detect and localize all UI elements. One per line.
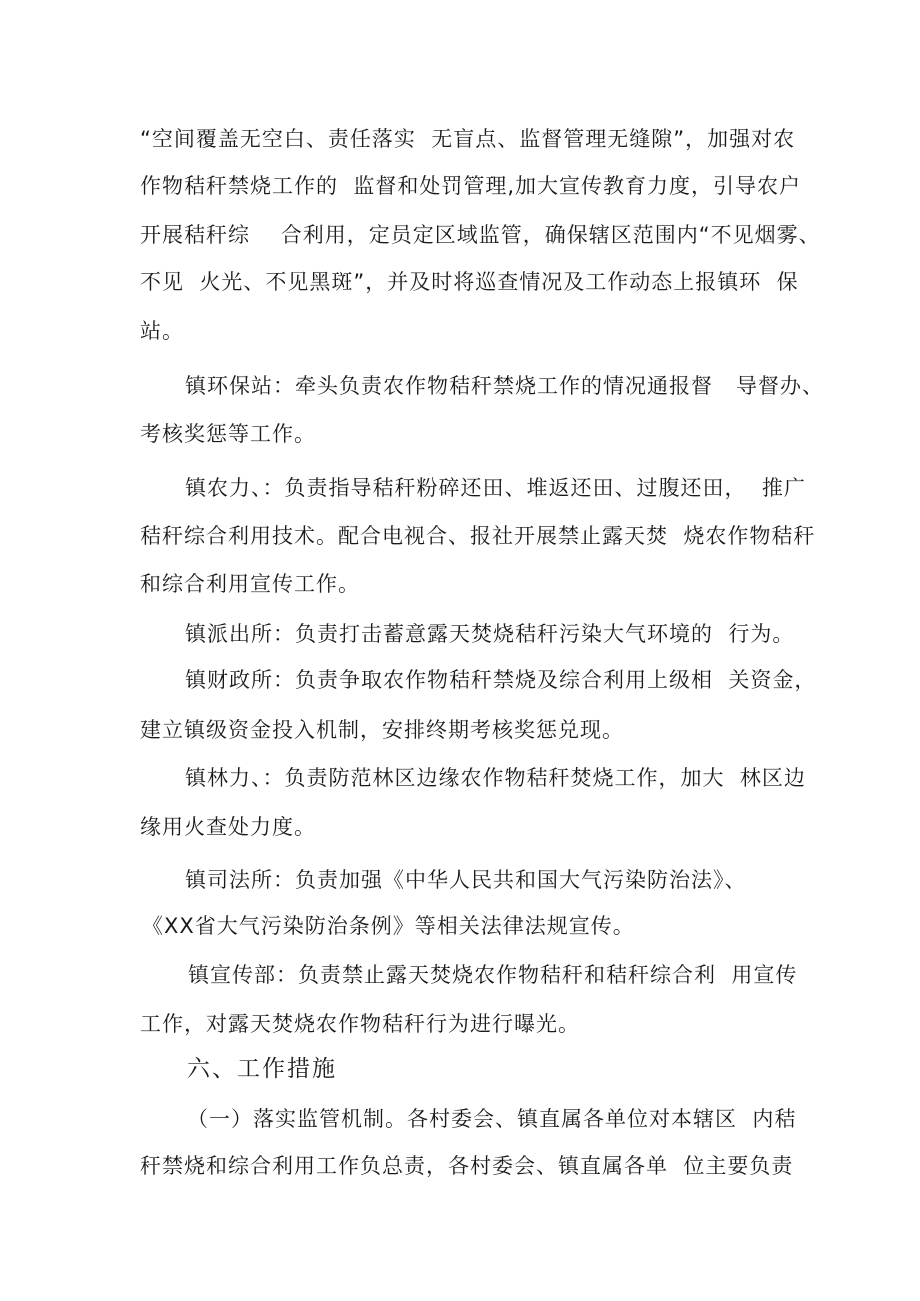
text-line: 镇派出所：负责打击蓄意露天焚烧秸秆污染大气环境的 行为。: [185, 622, 795, 646]
text-line: “空间覆盖无空白、责任落实 无盲点、监督管理无缝隙”，加强对农: [140, 127, 796, 151]
text-line: 《XX省大气污染防治条例》等相关法律法规宣传。: [142, 914, 635, 938]
text-line: 作物秸秆禁烧工作的 监督和处罚管理,加大宣传教育力度，引导农户: [140, 174, 802, 198]
text-line: 考核奖惩等工作。: [140, 422, 316, 446]
text-line: 建立镇级资金投入机制，安排终期考核奖惩兑现。: [140, 718, 624, 742]
text-line: 不见 火光、不见黑斑”，并及时将巡查情况及工作动态上报镇环 保: [140, 270, 799, 294]
text-line: 镇财政所：负责争取农作物秸秆禁烧及综合利用上级相 关资金，: [185, 668, 817, 692]
text-line: 开展秸秆综 合利用，定员定区域监管，确保辖区范围内“不见烟雾、: [140, 223, 821, 247]
text-line: 镇林力、：负责防范林区边缘农作物秸秆焚烧工作，加大 林区边: [185, 766, 806, 790]
text-line: 缘用火查处力度。: [140, 815, 316, 839]
text-line: 镇农力、：负责指导秸秆粉碎还田、堆返还田、过腹还田， 推广: [185, 476, 806, 500]
text-line: 工作，对露天焚烧农作物秸秆行为进行曝光。: [140, 1012, 580, 1036]
text-line: 镇司法所：负责加强《中华人民共和国大气污染防治法》、: [185, 868, 747, 892]
text-line: 站。: [140, 319, 184, 343]
text-line: 镇环保站：牵头负责农作物秸秆禁烧工作的情况通报督 导督办、: [185, 374, 825, 398]
text-line: 秆禁烧和综合利用工作负总责，各村委会、镇直属各单 位主要负责: [140, 1154, 794, 1178]
text-line: 和综合利用宣传工作。: [140, 572, 360, 596]
text-line: 秸秆综合利用技术。配合电视合、报社开展禁止露天焚 烧农作物秸秆: [140, 524, 816, 548]
text-line: 镇宣传部：负责禁止露天焚烧农作物秸秆和秸秆综合利 用宣传: [188, 963, 798, 987]
section-heading: 六、工作措施: [187, 1056, 337, 1082]
text-line: （一）落实监管机制。各村委会、镇直属各单位对本辖区 内秸: [187, 1107, 797, 1131]
